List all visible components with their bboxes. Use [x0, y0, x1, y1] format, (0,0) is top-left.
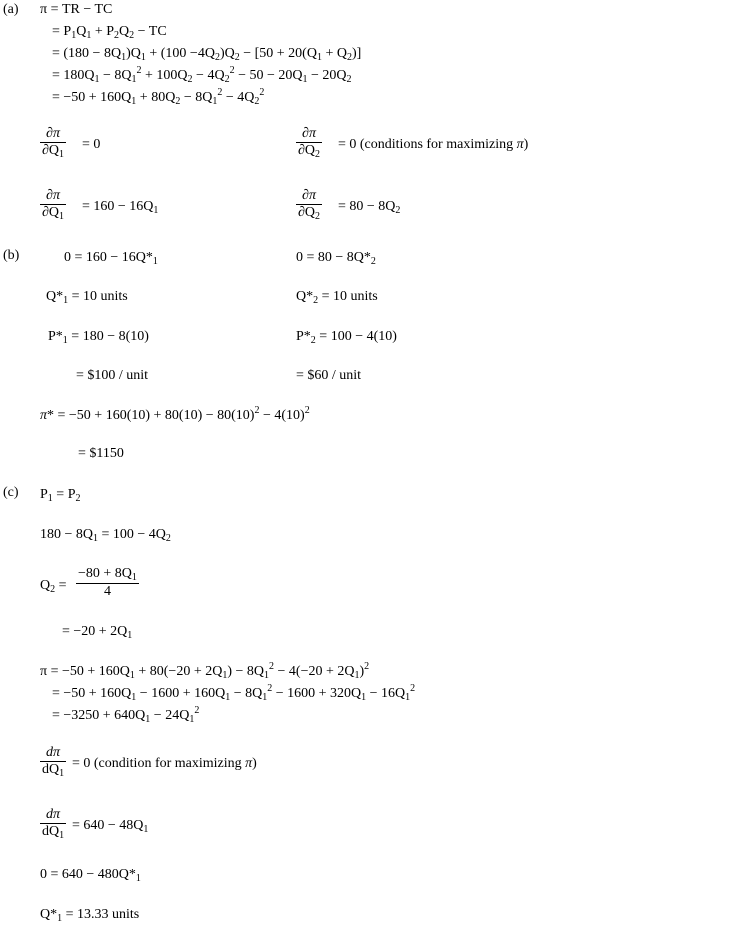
profit-sub-3: = $-3250 + 640Q_1 - 24Q_1^2$: [52, 705, 200, 725]
equal-prices-expanded: $180 - 8Q_1 = 100 - 4Q_2$: [40, 527, 171, 544]
partial-q1-result: = $160 - 16Q_1$: [82, 199, 159, 216]
part-b-label: (b): [3, 248, 20, 263]
q2-fraction: $\frac{-80 + 8Q_1}{4}$: [78, 566, 137, 599]
part-c-label: (c): [3, 485, 19, 500]
partial-q2-result: = $80 - 8Q_2$: [338, 199, 401, 216]
p1-star-value: = $100 / unit: [76, 368, 149, 383]
derivative-condition: = 0 (condition for maximizing π): [72, 756, 257, 771]
profit-step-4: = $-50 + 160Q_1 + 80Q_2 - 8Q_1^2 - 4Q_2^2$: [52, 87, 265, 107]
equal-prices: $P_1 = P_2$: [40, 487, 81, 504]
partial-q2-condition: = 0 (conditions for maximizing π): [338, 137, 529, 152]
partial-dpi-dq2-expr: $\frac{\partial\pi}{\partial Q_2}$: [298, 188, 321, 222]
p2-star-value: = $60 / unit: [296, 368, 362, 383]
derivative-dpi-dq1: $\frac{d\pi}{dQ_1}$: [42, 745, 65, 779]
p2-star-expr: $P*_2 = 100 - 4(10)$: [296, 329, 397, 346]
solve-q1-c: $0 = 640 - 480Q*_1$: [40, 867, 141, 884]
profit-definition: π = TR − TC: [40, 2, 113, 17]
q1-star-value-c: $Q*_1 = 13.33$ units: [40, 907, 140, 924]
p1-star-expr: $P*_1 = 180 - 8(10)$: [48, 329, 149, 346]
solve-q2: $0 = 80 - 8Q*_2$: [296, 250, 376, 267]
derivative-dpi-dq1-expr: $\frac{d\pi}{dQ_1}$: [42, 807, 65, 841]
profit-step-3: = $180Q_1 - 8Q_1^2 + 100Q_2 - 4Q_2^2 - 50 - 20Q_1 - 20Q_2$: [52, 65, 352, 85]
max-profit-expr: $\pi* = -50 + 160(10) + 80(10) - 80(10)^2 - 4(10)^2$: [40, 405, 310, 423]
partial-dpi-dq1-expr: $\frac{\partial\pi}{\partial Q_1}$: [42, 188, 65, 222]
part-a-label: (a): [3, 2, 19, 17]
partial-dpi-dq1: $\frac{\partial\pi}{\partial Q_1}$: [42, 126, 65, 160]
q2-in-terms-of-q1-lhs: $Q_2$ =: [40, 578, 67, 595]
q1-star-value: $Q*_1 = 10$ units: [46, 289, 128, 306]
solve-q1: $0 = 160 - 16Q*_1$: [64, 250, 158, 267]
profit-sub-2: = $-50 + 160Q_1 - 1600 + 160Q_1 - 8Q_1^2 - 1600 + 320Q_1 - 16Q_1^2$: [52, 683, 416, 703]
profit-step-1: = $P_1Q_1 + P_2Q_2$ − TC: [52, 24, 167, 41]
partial-dpi-dq2: $\frac{\partial\pi}{\partial Q_2}$: [298, 126, 321, 160]
derivative-result: = $640 - 48Q_1$: [72, 818, 149, 835]
profit-sub-1: $\pi = -50 + 160Q_1 + 80(-20 + 2Q_1) - 8Q_1^2 - 4(-20 + 2Q_1)^2$: [40, 661, 370, 681]
max-profit-value: = $1150: [78, 446, 124, 461]
q2-star-value: $Q*_2 = 10$ units: [296, 289, 378, 306]
partial-q1-equals-zero: = 0: [82, 137, 101, 152]
q2-simplified: = $-20 + 2Q_1$: [62, 624, 133, 641]
profit-step-2: = $(180 - 8Q_1)Q_1 + (100 -4Q_2)Q_2 - [50 + 20(Q_1 + Q_2)]$: [52, 46, 362, 63]
